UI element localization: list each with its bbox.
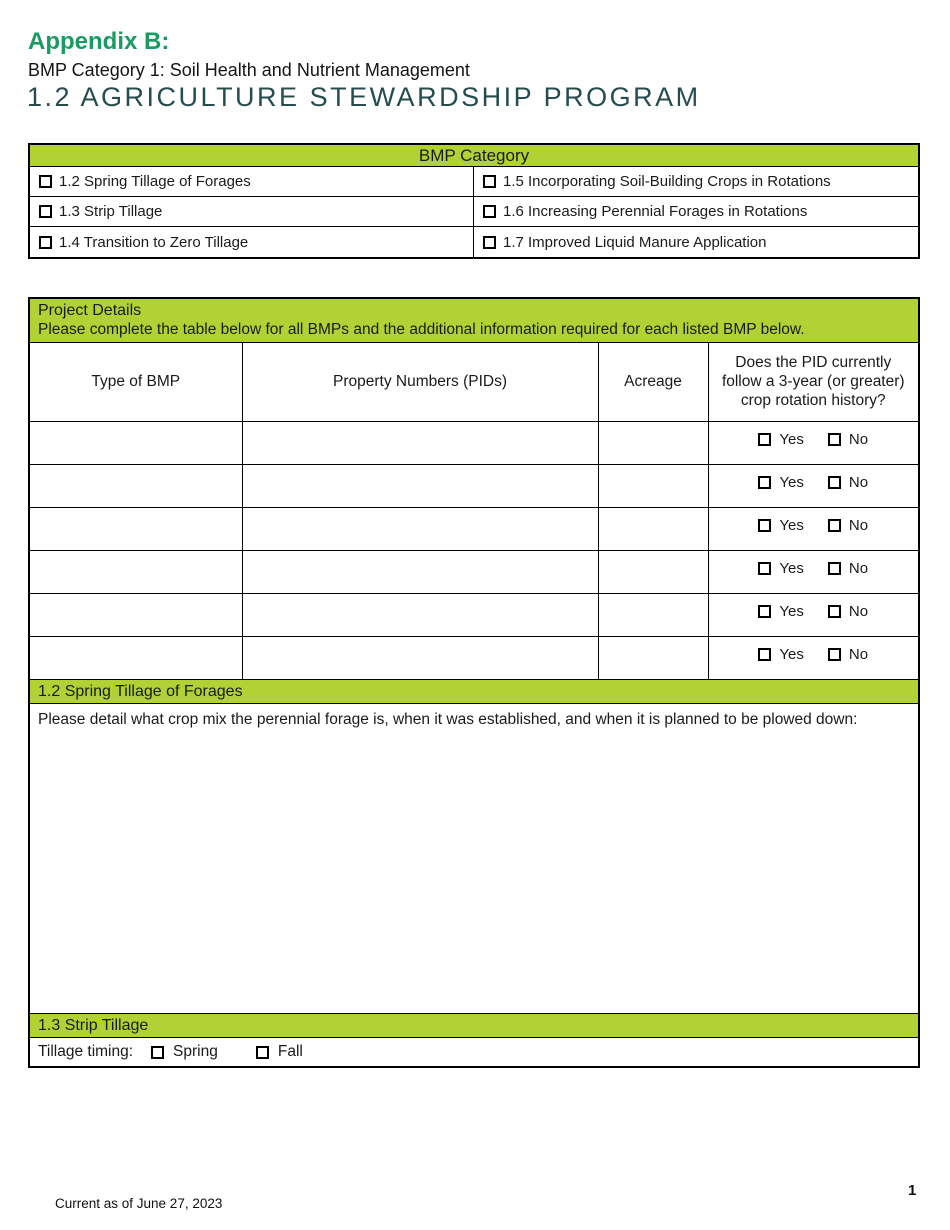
acreage-cell[interactable] <box>598 550 708 593</box>
category-subtitle: BMP Category 1: Soil Health and Nutrient Management <box>28 60 470 80</box>
no-checkbox[interactable] <box>828 562 841 575</box>
no-label: No <box>848 430 869 448</box>
project-details-title: Project Details <box>38 302 142 319</box>
no-checkbox[interactable] <box>828 519 841 532</box>
project-details-table <box>30 343 918 679</box>
bmp-category-table <box>28 143 920 259</box>
no-label: No <box>848 473 869 491</box>
type-of-bmp-cell[interactable] <box>30 593 242 636</box>
project-details-row <box>30 636 918 679</box>
no-checkbox[interactable] <box>828 648 841 661</box>
bmp-option-1-7 <box>474 227 918 257</box>
bmp-1-7-label: 1.7 Improved Liquid Manure Application <box>503 233 767 251</box>
page-number: 1 <box>908 1182 917 1199</box>
yes-label: Yes <box>779 559 804 577</box>
rotation-history-cell <box>708 464 918 507</box>
acreage-cell[interactable] <box>598 507 708 550</box>
yes-checkbox[interactable] <box>758 476 771 489</box>
bmp-1-7-checkbox[interactable] <box>483 236 496 249</box>
no-label: No <box>848 516 869 534</box>
bmp-option-1-4 <box>30 227 474 257</box>
bmp-option-1-3 <box>30 197 474 227</box>
bmp-option-1-6 <box>474 197 918 227</box>
rotation-history-cell <box>708 421 918 464</box>
no-checkbox[interactable] <box>828 476 841 489</box>
spring-label: Spring <box>173 1043 218 1060</box>
bmp-1-4-checkbox[interactable] <box>39 236 52 249</box>
type-of-bmp-cell[interactable] <box>30 421 242 464</box>
yes-label: Yes <box>779 602 804 620</box>
pids-cell[interactable] <box>242 550 598 593</box>
acreage-cell[interactable] <box>598 421 708 464</box>
pids-cell[interactable] <box>242 593 598 636</box>
bmp-option-1-5 <box>474 167 918 197</box>
rotation-history-cell <box>708 593 918 636</box>
pids-cell[interactable] <box>242 421 598 464</box>
section-title-1-2: 1.2 Spring Tillage of Forages <box>30 679 918 704</box>
project-details-header <box>30 299 918 343</box>
rotation-history-cell <box>708 636 918 679</box>
bmp-1-2-label: 1.2 Spring Tillage of Forages <box>59 173 251 190</box>
acreage-cell[interactable] <box>598 464 708 507</box>
spring-checkbox[interactable] <box>151 1046 164 1059</box>
col-header-acreage: Acreage <box>598 343 708 421</box>
project-details-row <box>30 421 918 464</box>
bmp-1-6-label: 1.6 Increasing Perennial Forages in Rotations <box>503 203 808 220</box>
yes-label: Yes <box>779 430 804 448</box>
acreage-cell[interactable] <box>598 593 708 636</box>
bmp-1-6-checkbox[interactable] <box>483 205 496 218</box>
col-header-type-of-bmp: Type of BMP <box>30 343 242 421</box>
acreage-cell[interactable] <box>598 636 708 679</box>
fall-label: Fall <box>277 1043 303 1060</box>
project-details-section <box>28 297 920 1068</box>
bmp-option-1-2 <box>30 167 474 197</box>
no-label: No <box>848 645 869 663</box>
rotation-history-cell <box>708 507 918 550</box>
col-header-rotation-history: Does the PID currently follow a 3-year (or greater) crop rotation history? <box>708 343 918 421</box>
forage-detail-prompt: Please detail what crop mix the perennial forage is, when it was established, and when it is planned to be plowed down: <box>38 711 858 728</box>
bmp-1-3-checkbox[interactable] <box>39 205 52 218</box>
page-title: 1.2 AGRICULTURE STEWARDSHIP PROGRAM <box>27 82 701 112</box>
yes-label: Yes <box>779 473 804 491</box>
type-of-bmp-cell[interactable] <box>30 550 242 593</box>
no-label: No <box>848 559 869 577</box>
yes-checkbox[interactable] <box>758 648 771 661</box>
appendix-title: Appendix B: <box>28 28 170 55</box>
bmp-1-5-checkbox[interactable] <box>483 175 496 188</box>
type-of-bmp-cell[interactable] <box>30 507 242 550</box>
bmp-1-3-label: 1.3 Strip Tillage <box>59 203 163 220</box>
tillage-timing-row <box>30 1038 918 1066</box>
yes-checkbox[interactable] <box>758 562 771 575</box>
type-of-bmp-cell[interactable] <box>30 464 242 507</box>
no-checkbox[interactable] <box>828 433 841 446</box>
project-details-row <box>30 593 918 636</box>
no-checkbox[interactable] <box>828 605 841 618</box>
project-details-instruction: Please complete the table below for all BMPs and the additional information required for each listed BMP below. <box>38 321 805 338</box>
project-details-row <box>30 507 918 550</box>
project-details-row <box>30 464 918 507</box>
yes-checkbox[interactable] <box>758 605 771 618</box>
bmp-1-4-label: 1.4 Transition to Zero Tillage <box>59 233 249 251</box>
pids-cell[interactable] <box>242 507 598 550</box>
fall-checkbox[interactable] <box>256 1046 269 1059</box>
col-header-pids: Property Numbers (PIDs) <box>242 343 598 421</box>
bmp-category-table-header: BMP Category <box>30 145 918 167</box>
table-header-row <box>30 343 918 421</box>
tillage-timing-label: Tillage timing: <box>38 1043 134 1060</box>
bmp-1-5-label: 1.5 Incorporating Soil-Building Crops in Rotations <box>503 173 831 190</box>
rotation-history-cell <box>708 550 918 593</box>
no-label: No <box>848 602 869 620</box>
yes-label: Yes <box>779 516 804 534</box>
footer-date: Current as of June 27, 2023 <box>55 1196 223 1211</box>
forage-detail-input-area[interactable] <box>30 704 918 1013</box>
yes-checkbox[interactable] <box>758 519 771 532</box>
pids-cell[interactable] <box>242 464 598 507</box>
type-of-bmp-cell[interactable] <box>30 636 242 679</box>
yes-checkbox[interactable] <box>758 433 771 446</box>
yes-label: Yes <box>779 645 804 663</box>
section-title-1-3: 1.3 Strip Tillage <box>30 1013 918 1038</box>
project-details-row <box>30 550 918 593</box>
pids-cell[interactable] <box>242 636 598 679</box>
bmp-1-2-checkbox[interactable] <box>39 175 52 188</box>
